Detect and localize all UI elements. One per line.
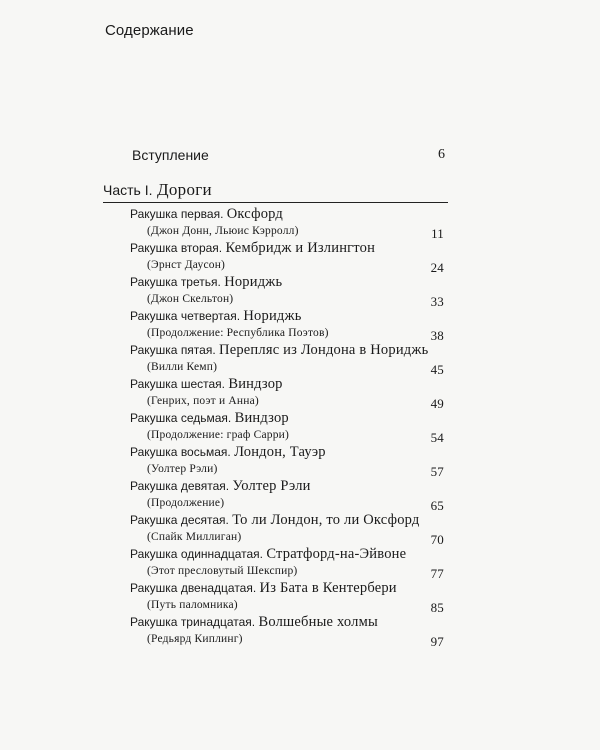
chapter-page-number: 24: [430, 260, 444, 275]
toc-subtitle-entry: [0, 495, 600, 512]
toc-chapter-entry[interactable]: [0, 444, 600, 461]
toc-subtitle-entry: [0, 597, 600, 614]
chapter-page-number: 65: [430, 498, 444, 513]
chapter-number-label: Ракушка седьмая.: [130, 411, 232, 425]
chapter-subtitle: (Редьярд Киплинг): [147, 633, 243, 645]
part-title: Дороги: [156, 180, 212, 199]
toc-chapter-entry[interactable]: [0, 478, 600, 495]
chapter-place-title: Уолтер Рэли: [232, 478, 311, 494]
toc-subtitle-entry: [0, 359, 600, 376]
chapter-page-number: 57: [430, 464, 444, 479]
chapter-place-title: Нориджь: [243, 308, 302, 324]
toc-chapter-entry[interactable]: [0, 376, 600, 393]
part-heading: [103, 180, 448, 203]
toc-chapter-entry[interactable]: [0, 614, 600, 631]
chapter-place-title: Стратфорд-на-Эйвоне: [266, 546, 407, 562]
chapter-number-label: Ракушка десятая.: [130, 513, 229, 527]
toc-chapter-entry[interactable]: [0, 342, 600, 359]
chapter-page-number: 70: [430, 532, 444, 547]
chapter-number-label: Ракушка шестая.: [130, 377, 225, 391]
toc-chapter-entry[interactable]: [0, 274, 600, 291]
chapter-subtitle: (Спайк Миллиган): [147, 531, 242, 543]
chapter-page-number: 54: [430, 430, 444, 445]
chapter-number-label: Ракушка вторая.: [130, 241, 223, 255]
chapter-place-title: Кембридж и Излингтон: [225, 240, 376, 256]
chapter-number-label: Ракушка пятая.: [130, 343, 216, 357]
page-title: Содержание: [105, 22, 194, 39]
toc-subtitle-entry: [0, 529, 600, 546]
chapter-subtitle: (Этот пресловутый Шекспир): [147, 565, 298, 577]
chapter-subtitle: (Продолжение: граф Сарри): [147, 429, 290, 441]
toc-subtitle-entry: [0, 291, 600, 308]
chapter-page-number: 97: [430, 634, 444, 649]
chapter-place-title: Нориджь: [224, 274, 283, 290]
chapter-subtitle: (Вилли Кемп): [147, 361, 218, 373]
chapter-place-title: Из Бата в Кентербери: [259, 580, 397, 596]
chapter-number-label: Ракушка первая.: [130, 207, 224, 221]
toc-subtitle-entry: [0, 223, 600, 240]
chapter-subtitle: (Джон Скельтон): [147, 293, 234, 305]
chapter-subtitle: (Генрих, поэт и Анна): [147, 395, 259, 407]
toc-list: [0, 206, 600, 648]
chapter-place-title: Виндзор: [228, 376, 283, 392]
chapter-place-title: Перепляс из Лондона в Нориджь: [219, 342, 429, 358]
toc-intro-entry[interactable]: [132, 147, 445, 163]
toc-subtitle-entry: [0, 393, 600, 410]
chapter-number-label: Ракушка девятая.: [130, 479, 230, 493]
chapter-page-number: 77: [430, 566, 444, 581]
chapter-subtitle: (Уолтер Рэли): [147, 463, 218, 475]
toc-subtitle-entry: [0, 325, 600, 342]
chapter-subtitle: (Продолжение): [147, 497, 225, 509]
chapter-number-label: Ракушка одиннадцатая.: [130, 547, 264, 561]
chapter-subtitle: (Продолжение: Республика Поэтов): [147, 327, 329, 339]
chapter-page-number: 85: [430, 600, 444, 615]
chapter-place-title: Виндзор: [234, 410, 289, 426]
toc-chapter-entry[interactable]: [0, 546, 600, 563]
chapter-number-label: Ракушка двенадцатая.: [130, 581, 257, 595]
intro-label: Вступление: [132, 147, 209, 163]
toc-chapter-entry[interactable]: [0, 580, 600, 597]
chapter-place-title: Оксфорд: [226, 206, 283, 222]
chapter-number-label: Ракушка восьмая.: [130, 445, 231, 459]
toc-chapter-entry[interactable]: [0, 240, 600, 257]
toc-subtitle-entry: [0, 631, 600, 648]
chapter-page-number: 49: [430, 396, 444, 411]
chapter-subtitle: (Эрнст Даусон): [147, 259, 226, 271]
chapter-subtitle: (Джон Донн, Льюис Кэрролл): [147, 225, 299, 237]
toc-subtitle-entry: [0, 257, 600, 274]
intro-page-number: 6: [438, 147, 445, 162]
chapter-number-label: Ракушка третья.: [130, 275, 221, 289]
toc-subtitle-entry: [0, 427, 600, 444]
toc-chapter-entry[interactable]: [0, 512, 600, 529]
chapter-number-label: Ракушка четвертая.: [130, 309, 241, 323]
chapter-place-title: Волшебные холмы: [258, 614, 378, 630]
chapter-page-number: 38: [430, 328, 444, 343]
toc-subtitle-entry: [0, 563, 600, 580]
chapter-page-number: 45: [430, 362, 444, 377]
chapter-subtitle: (Путь паломника): [147, 599, 238, 611]
toc-chapter-entry[interactable]: [0, 206, 600, 223]
toc-chapter-entry[interactable]: [0, 308, 600, 325]
toc-chapter-entry[interactable]: [0, 410, 600, 427]
chapter-page-number: 33: [430, 294, 444, 309]
part-prefix: Часть I.: [103, 182, 153, 198]
toc-subtitle-entry: [0, 461, 600, 478]
chapter-page-number: 11: [431, 226, 444, 241]
chapter-place-title: Лондон, Тауэр: [234, 444, 326, 460]
chapter-place-title: То ли Лондон, то ли Оксфорд: [232, 512, 420, 528]
chapter-number-label: Ракушка тринадцатая.: [130, 615, 256, 629]
